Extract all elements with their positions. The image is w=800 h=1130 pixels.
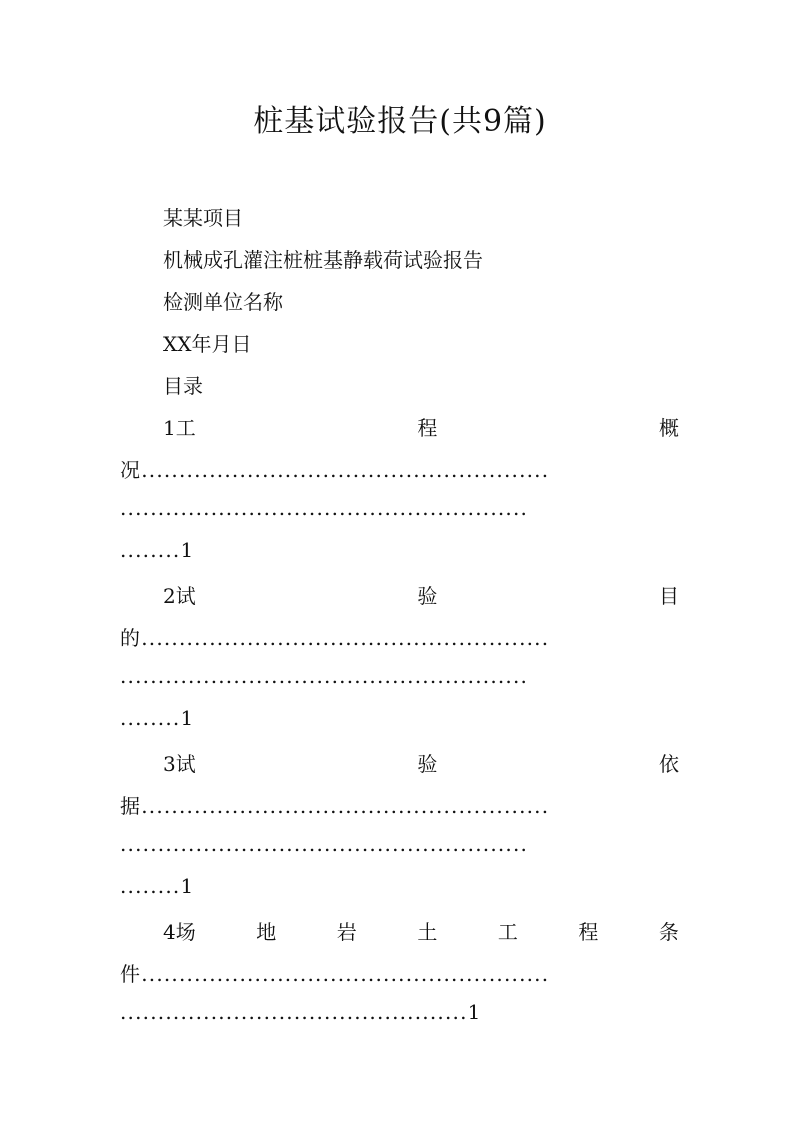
toc-entry-2-head-part: 目 bbox=[658, 584, 679, 608]
toc-entry-4-head-part: 程 bbox=[578, 920, 599, 944]
toc-entry-4-page-number: ..............................................1 bbox=[120, 1000, 482, 1024]
toc-entry-3-head-part: 3试 bbox=[163, 752, 196, 776]
toc-entry-3-page-number: ........1 bbox=[120, 874, 195, 898]
toc-entry-1-page-number: ........1 bbox=[120, 538, 195, 562]
toc-entry-3-leader-line: ...................................................... bbox=[120, 832, 529, 856]
toc-entry-3-head-part: 依 bbox=[658, 752, 679, 776]
report-name: 机械成孔灌注桩桩基静载荷试验报告 bbox=[163, 248, 483, 272]
toc-entry-2-head-part: 验 bbox=[417, 584, 438, 608]
toc-entry-4-leader-line: 件...................................................... bbox=[120, 962, 550, 986]
report-date: XX年月日 bbox=[163, 332, 252, 356]
toc-entry-3-heading bbox=[163, 748, 679, 777]
document-title: 桩基试验报告(共9篇) bbox=[253, 104, 547, 139]
toc-entry-1-heading bbox=[163, 412, 679, 441]
toc-entry-1-head-part: 程 bbox=[417, 416, 438, 440]
toc-entry-2-head-part: 2试 bbox=[163, 584, 196, 608]
toc-entry-1-leader-line: 况...................................................... bbox=[120, 458, 550, 482]
toc-entry-4-head-part: 工 bbox=[497, 920, 518, 944]
toc-entry-4-head-part: 地 bbox=[256, 920, 277, 944]
toc-entry-4-head-part: 岩 bbox=[336, 920, 357, 944]
toc-entry-2-leader-line: 的...................................................... bbox=[120, 626, 550, 650]
toc-entry-2-page-number: ........1 bbox=[120, 706, 195, 730]
project-name: 某某项目 bbox=[163, 206, 243, 230]
testing-unit-name: 检测单位名称 bbox=[163, 290, 283, 314]
toc-entry-4-head-part: 土 bbox=[417, 920, 438, 944]
toc-entry-1-leader-line: ...................................................... bbox=[120, 496, 529, 520]
toc-entry-4-head-part: 4场 bbox=[163, 920, 196, 944]
toc-heading: 目录 bbox=[163, 374, 203, 398]
toc-entry-3-head-part: 验 bbox=[417, 752, 438, 776]
toc-entry-1-head-part: 概 bbox=[658, 416, 679, 440]
toc-entry-3-leader-line: 据...................................................... bbox=[120, 794, 550, 818]
toc-entry-2-heading bbox=[163, 580, 679, 609]
toc-entry-1-head-part: 1工 bbox=[163, 416, 196, 440]
toc-entry-4-heading bbox=[163, 916, 679, 945]
toc-entry-2-leader-line: ...................................................... bbox=[120, 664, 529, 688]
toc-entry-4-head-part: 条 bbox=[658, 920, 679, 944]
